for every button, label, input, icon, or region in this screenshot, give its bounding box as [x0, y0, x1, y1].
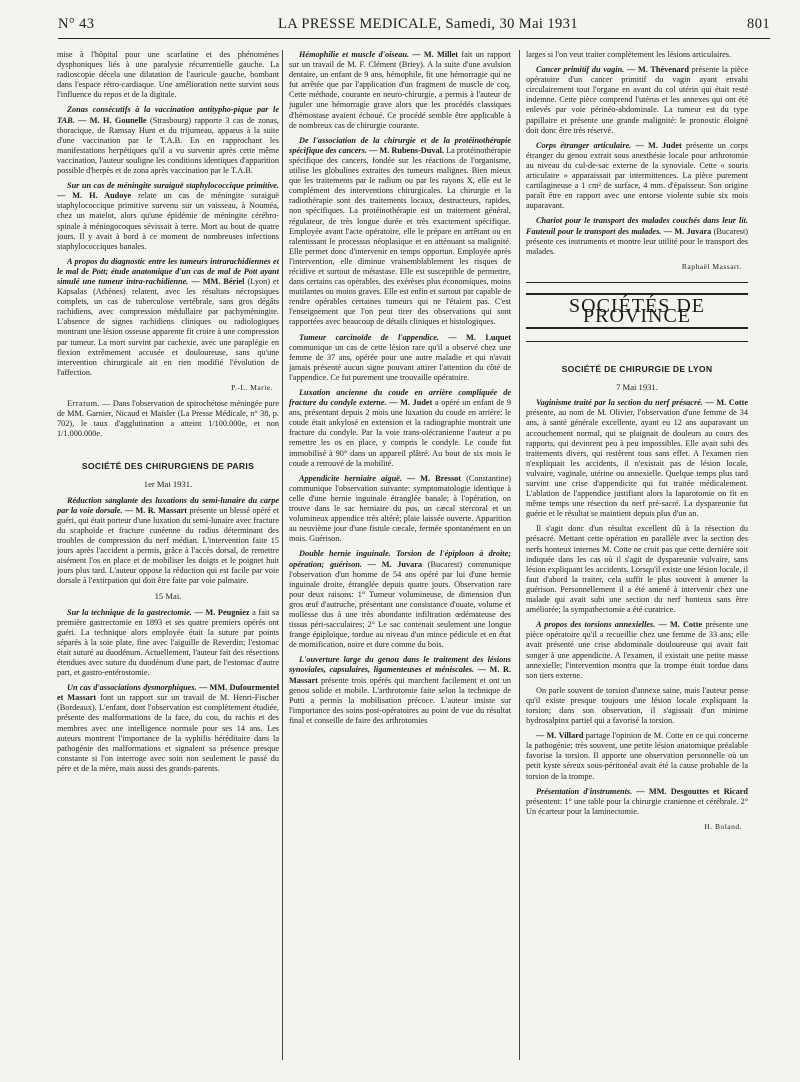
- article-text: présente un blessé opéré et guéri, qui était porteur d'une luxation du semi-lunaire avec fracture du scaphoïde et fracture cunéenne du radius déterminant des troubles de compression du nerf médian. L'intervention faite 15 jours après l'accident a permis, grâce à l'accès dorsal, de remettre aisément l'os en place et de mobiliser les doigts et le poignet huit jours plus tard. L'auteur oppose la réduction qui est facile par voie dorsale à l'extirpation qui doit être faite par voie palmaire.: [57, 505, 279, 586]
- article-genou: [289, 655, 511, 726]
- article-text: (Bucarest) présente ces instruments et montre leur utilité pour le transport des malades.: [526, 226, 748, 256]
- province-title: SOCIÉTÉS DE PROVINCE: [526, 293, 748, 329]
- article-title: L'ouverture large du genou dans le traitement des lésions synoviales, capsulaires, ligamenteuses et méniscales.: [289, 655, 511, 675]
- article-text: présente trois opérés qui marchent facilement et ont un genou solide et mobile. L'arthrotomie faite selon la technique de Putti a permis la mobilisation précoce. L'auteur insiste sur l'importance des soins post-opératoires au point de vue du résultat final et conseille de faire des arthrotomies: [289, 675, 511, 725]
- page-number: 801: [747, 16, 770, 32]
- article-text: (Strasbourg) rapporte 3 cas de zonas, thoracique, de Ramsay Hunt et du trijumeau, apparus à la suite d'une vaccination par le T.A.B. En en rapprochant les manifestations herpétiques qu'il a vu survenir après cette même vaccination, l'auteur souligne les conditions identiques d'apparition possible d'herpès et de zona après vaccination par le T.A.B.: [57, 115, 279, 176]
- article-text: présente un corps étranger du genou extrait sous anesthésie locale pour arthrotomie au niveau du cul-de-sac externe de la synoviale. Cette « souris articulaire » apparaissait par intermittences. La pièce purement cartilagineuse a 1 cm² de surface, 4 mm. d'épaisseur. Son origine paraît être en rapport avec une entorse violente subie six mois auparavant.: [526, 140, 748, 211]
- article-author: — M. Juvara: [661, 226, 712, 236]
- article-author: — M. Judet: [386, 398, 433, 408]
- article-text: présente une pièce opératoire qu'il a recueillie chez une femme de 33 ans; elle avait présenté une crise abdominale douloureuse qui avait fait songer à une appendicite. A l'examen, il existait une petite masse annexielle; l'intervention montra que la trompe était tordue dans son tiers externe.: [526, 620, 748, 680]
- article-author: — M. Peugniez: [191, 607, 250, 617]
- article-text: fait un rapport sur un travail de M. F. Clément (Briey). A la suite d'une avulsion dentaire, un enfant de 9 ans, hémophile, fit une hémorragie qui ne fut arrêtée que par l'application d'un fragment de muscle de coq. Cette méthode, courante en neuro-chirurgie, a permis à l'auteur de juguler une hémorragie grave alors que les procédés classiques d'hémostase avaient échoué. Ce procédé semble être applicable à de nombreux cas de chirurgie courante.: [289, 50, 511, 130]
- article-text: font un rapport sur un travail de M. Henri-Fischer (Bordeaux). L'enfant, dont l'observation est complètement étudiée, présente des malformations de la face, du cou, du rachis et des membres avec une intelligence normale pour ses 14 ans. Les auteurs montrent l'importance de la syphilis héréditaire dans la pathogénie des malformations et signalent sa présence presque constante si l'on interroge avec soin non seulement le passé du père et de la mère, mais aussi des grands-parents.: [57, 693, 279, 773]
- article-appendicite: [289, 474, 511, 545]
- signature: P.-L. Marie.: [231, 382, 273, 392]
- article-author: — M. R. Massart: [289, 665, 511, 685]
- article-villard: [526, 731, 748, 781]
- session-date: 7 Mai 1931.: [616, 382, 658, 393]
- article-text: a fait sa première gastrectomie en 1893 et ses quatre premiers opérés ont guéri. La technique alors employée était la suture par points séparés à la soie plate, fine avec l'aiguille de Reverdin; l'estomac était suturé au duodénum. Actuellement, l'auteur fait des résections étendues avec suture du duodénum d'une part, de l'estomac d'autre part, et gastro-entérostomie.: [57, 607, 279, 678]
- article-author: — M. Bressot: [401, 473, 462, 483]
- article-text: (Constantine) communique l'observation suivante: symptomatologie identique à celle d'une hernie inguinale étranglée banale; à l'opération, on trouve dans le sac herniaire du pus, un cæcal stercoral et un volumineux appendice très altéré; plaie laissée ouverte. Apparition au neuvième jour d'une fistule cæcale, fermée spontanément en un mois. Guérison.: [289, 473, 511, 544]
- article-title: Sur la technique de la gastrectomie.: [67, 607, 192, 617]
- article-author: — M. Villard: [536, 731, 584, 741]
- erratum: [57, 399, 279, 439]
- signature: Raphaël Massart.: [681, 261, 742, 271]
- article-title: Réduction sanglante des luxations du semi-lunaire du carpe par la voie dorsale.: [57, 495, 279, 515]
- session-date: 1er Mai 1931.: [143, 479, 193, 490]
- article-author: — M. Judet: [631, 140, 682, 150]
- article-text: partage l'opinion de M. Cotte en ce qui concerne la pathogénie; très souvent, une petite lésion anatomique préalable favorise la torsion. Il apporte une observation personnelle où un petit kyste séreux sous-péritonéal avait été la cause probable de la torsion de la trompe.: [526, 731, 748, 781]
- article-title: Présentation d'instruments.: [536, 786, 633, 796]
- article-text: présente la pièce opératoire d'un cancer primitif du vagin ayant envahi circulairement tout l'organe en avant du col utérin qui était resté indemne. Cette pièce comprend l'utérus et les annexes qui ont été enlevés par voie périnéo-abdominale. La tumeur est du type papillaire et présente une grande malignité: le pronostic éloigné doit donc être très réservé.: [526, 65, 748, 135]
- article-title: Vaginisme traité par la section du nerf présacré.: [536, 398, 703, 408]
- article-author: — M. R. Massart: [122, 505, 187, 515]
- paragraph: On parle souvent de torsion d'annexe saine, mais l'auteur pense qu'il existe presque toujours une lésion locale expliquant la torsion; dans son observation, il s'agissait d'un minime hydrosalpinx partiel qui a favorisé la torsion.: [526, 685, 748, 726]
- column-divider: [519, 50, 520, 1060]
- article-text: (Lyon) et Kapsalas (Athènes) relatent, avec les résultats nécropsiques complets, un cas de tuberculose vertébrale, sans gros dégâts rachidiens, avec compression médullaire par pachyméningite. L'absence de signes rachidiens cliniques ou radiologiques montrant une lésion osseuse apparente fit croire à une compression par tumeur. La mort survint par cachexie, avec une paraplégie en flexion extrêmement accusée et douloureuse, sans qu'une intervention chirurgicale ait en rien modifié l'évolution de l'affection.: [57, 276, 279, 377]
- article-coude: [289, 388, 511, 469]
- article-vaginisme: [526, 398, 748, 519]
- article-instruments: [526, 787, 748, 817]
- article-author: — MM. Dufourmentel et Massart: [57, 683, 279, 703]
- article-title: Cancer primitif du vagin.: [536, 65, 625, 75]
- article-author: — MM. Bériel: [188, 276, 245, 286]
- article-text: relate un cas de méningite suraiguë staphylococcique primitive survenu sur un vaisseau, à Nouméa, chez un matelot, alors qu'une épidémie de méningite cérébro-spinale à méningocoques sévissait à terre. Mort au bout de quatre jours. Il y avait à bord à ce moment de nombreuses infections staphylococciques banales.: [57, 191, 279, 251]
- issue-number: N° 43: [58, 16, 95, 32]
- article-author: — M. H. Gounelle: [74, 115, 147, 125]
- article-author: — M. Millet: [409, 50, 459, 59]
- article-luxation: [57, 496, 279, 587]
- article-title: De l'association de la chirurgie et de la protéinothérapie spécifique des cancers.: [289, 135, 511, 155]
- article-corps-etranger: [526, 141, 748, 212]
- province-banner: [526, 282, 748, 342]
- article-hemophilie: [289, 50, 511, 131]
- article-text: communique un cas de cette lésion rare qu'il a observé chez une femme de 37 ans, opérée pour une autre maladie et qui n'avait jamais présenté aucun signe pouvant attirer l'attention du côté de l'appendice. Ce fut purement une trouvaille opératoire.: [289, 342, 511, 382]
- article-torsions: [526, 620, 748, 681]
- article-author: — M. Rubens-Duval.: [366, 145, 444, 155]
- erratum-label: Erratum.: [67, 399, 101, 408]
- section-title: SOCIÉTÉ DE CHIRURGIE DE LYON: [561, 364, 713, 375]
- article-text: La protéinothérapie spécifique des cancers, fondée sur les réactions de l'organisme, utilise les globulines extraites des tumeurs malignes. Bien mieux que les traitements par le radium ou par les rayons X, elle est le complément des interventions chirurgicales. La chirurgie et la radiothérapie sont des traitements locaux, destructeurs, rapides, non spécifiques. La protéinothérapie est un traitement général, régulateur, de très longue durée et très exactement spécifique. Employée avant l'acte opératoire, elle le prépare en arrêtant ou en ralentissant le processus néoplasique et en atténuant sa malignité. Elle permet donc d'intervenir en temps opportun. Employée après l'intervention, elle diminue vraisemblablement les risques de récidive et surtout de métastase. Elle est susceptible de permettre, dans certains cas opérables, des exérèses plus économiques, moins mutilantes ou moins graves. Elle est enfin et surtout par capable de rendre opérables certaines tumeurs qui ne l'étaient pas. C'est l'enseignement que l'on peut tirer des observations qui sont rapportées avec beaucoup de détails cliniques et histologiques.: [289, 145, 511, 327]
- erratum-text: — Dans l'observation de spirochétose méningée pure de MM. Garnier, Nicaud et Maisler (La Presse Médicale, n° 38, p. 702), le taux d'agglutination a atteint 1/100.000e, et non 1/1.000.000e.: [57, 399, 279, 439]
- article-title: A propos des torsions annexielles.: [536, 620, 656, 630]
- article-title: A propos du diagnostic entre les tumeurs intrarachidiennes et le mal de Pott; étude anatomique d'un cas de mal de Pott ayant simulé une tumeur intra-rachidienne.: [57, 256, 279, 286]
- article-author: — M. Cotte: [702, 398, 748, 408]
- section-title: SOCIÉTÉ DES CHIRURGIENS DE PARIS: [81, 461, 255, 472]
- article-gastrectomie: [57, 608, 279, 679]
- article-author: — M. H. Audoye: [57, 191, 132, 201]
- article-title: Zonas consécutifs à la vaccination antitypho-pique par le TAB.: [57, 105, 279, 125]
- article-title: Double hernie inguinale. Torsion de l'épiploon à droite; opération; guérison.: [289, 549, 511, 569]
- article-title: Chariot pour le transport des malades couchés dans leur lit. Fauteuil pour le transport des malades.: [526, 216, 748, 236]
- article-pott: [57, 257, 279, 378]
- session-date: 15 Mai.: [154, 591, 182, 602]
- article-text: a opéré un enfant de 9 ans, présentant depuis 2 mois une luxation du coude en arrière: le coude était ankylosé en extension et la radiographie montrait une fracture du condyle. Par la voie trans-olécranienne l'auteur a pu remettre les os en place, y compris le condyle. Le coude fut immobilisé à 90° dans un appareil plâtré. Au bout de six mois le coude a retrouvé de la mobilité.: [289, 398, 511, 468]
- column-divider: [282, 50, 283, 1060]
- article-dysmorphiques: [57, 683, 279, 774]
- article-title: Appendicite herniaire aiguë.: [299, 473, 402, 483]
- article-text: présente, au nom de M. Olivier, l'observation d'une femme de 34 ans, à santé générale excellente, ayant eu 12 ans auparavant un accouchement normal, qui se plaignait de douleurs au cours des rapports, qui devinrent peu à peu impossibles. Elle avait subi des traitements divers, qui restèrent tous sans effet. A l'examen rien n'expliquait les accidents, il n'existait pas de lésion locale, vulvaire, vaginale, utérine ou annexielle. Quelque temps plus tard survint une crise d'appendicite qui fut traitée médicalement. L'ablation de l'appendice justifiant alors la laparotomie on fit en même temps une résection du nerf pré-sacré. La dyspareunie fut guérie et le résultat se maintient depuis plus d'un an.: [526, 408, 748, 519]
- article-title: Un cas d'associations dysmorphiques.: [67, 683, 197, 693]
- paragraph: larges si l'on veut traiter complètement les lésions articulaires.: [526, 50, 732, 59]
- article-zona: [57, 105, 279, 176]
- article-author: — M. Juvara: [361, 559, 423, 569]
- article-title: Luxation ancienne du coude en arrière compliquée de fracture du condyle externe.: [289, 388, 511, 408]
- article-author: — M. Luquet: [438, 332, 511, 342]
- article-title: Hémophilie et muscle d'oiseau.: [299, 50, 410, 59]
- signature: H. Boland.: [704, 821, 742, 831]
- article-author: — M. Cotte: [655, 620, 703, 630]
- paragraph: Il s'agit donc d'un résultat excellent dû à la résection du présacré. Mettant cette opération en parallèle avec la section des nerfs honteux internes M. Cotte ne croit pas que cette dernière soit indiquée dans les cas où il s'agit de dyspareunie vulvaire, sans lésion expliquant les accidents. Lorsqu'il existe une lésion locale, il faut d'abord la traiter, cela suffit le plus souvent à amener la guérison. Personnellement il a été amené à intervenir chez une malade qui avait subi une section du nerf honteux sans être améliorée; la sympathectomie a été curatrice.: [526, 524, 748, 615]
- article-meningite: [57, 181, 279, 252]
- article-double-hernie: [289, 549, 511, 650]
- article-text: présentent: 1° une table pour la chirurgie cranienne et cérébrale. 2° Un écarteur pour la laminectomie.: [526, 796, 748, 816]
- paragraph: mise à l'hôpital pour une scarlatine et des phénomènes dysphoniques liés à une paralysie récurrentielle gauche. La radioscopie décela une dilatation de l'auricule gauche, bombant dans l'espace rétro-cardiaque. Une amélioration nette survint sous l'influence du repos et de la digitale.: [57, 50, 279, 100]
- article-proteinotherapie: [289, 136, 511, 328]
- article-appendice: [289, 333, 511, 383]
- column-1: [57, 50, 279, 1070]
- article-chariot: [526, 216, 748, 256]
- article-author: — MM. Desgouttes et Ricard: [632, 786, 748, 796]
- article-text: (Bucarest) communique l'observation d'un homme de 54 ans opéré par lui d'une hernie inguinale droite, étranglée depuis quatre jours. Observation rare pour deux raisons: 1° Tumeur volumineuse, de dimension d'un gros œuf d'autruche, présentant une consistance d'ouate, volume et mollesse dus à une très abondante infiltration œdémateuse des tissus péri-sacculaires; 2° Le sac contenait seulement une longue frange épiploïque, tordue au niveau d'un mince pédicule et en état de momification, noire et dure comme du bois.: [289, 559, 511, 650]
- article-title: Sur un cas de méningite suraiguë staphylococcique primitive.: [67, 181, 279, 191]
- article-cancer-vagin: [526, 65, 748, 136]
- column-2: [289, 50, 511, 1070]
- column-3: [526, 50, 748, 1070]
- page-header: [58, 14, 770, 39]
- article-title: Tumeur carcinoïde de l'appendice.: [299, 332, 439, 342]
- article-author: — M. Thévenard: [624, 65, 689, 75]
- article-title: Corps étranger articulaire.: [536, 140, 632, 150]
- publication-title: LA PRESSE MEDICALE, Samedi, 30 Mai 1931: [278, 16, 578, 32]
